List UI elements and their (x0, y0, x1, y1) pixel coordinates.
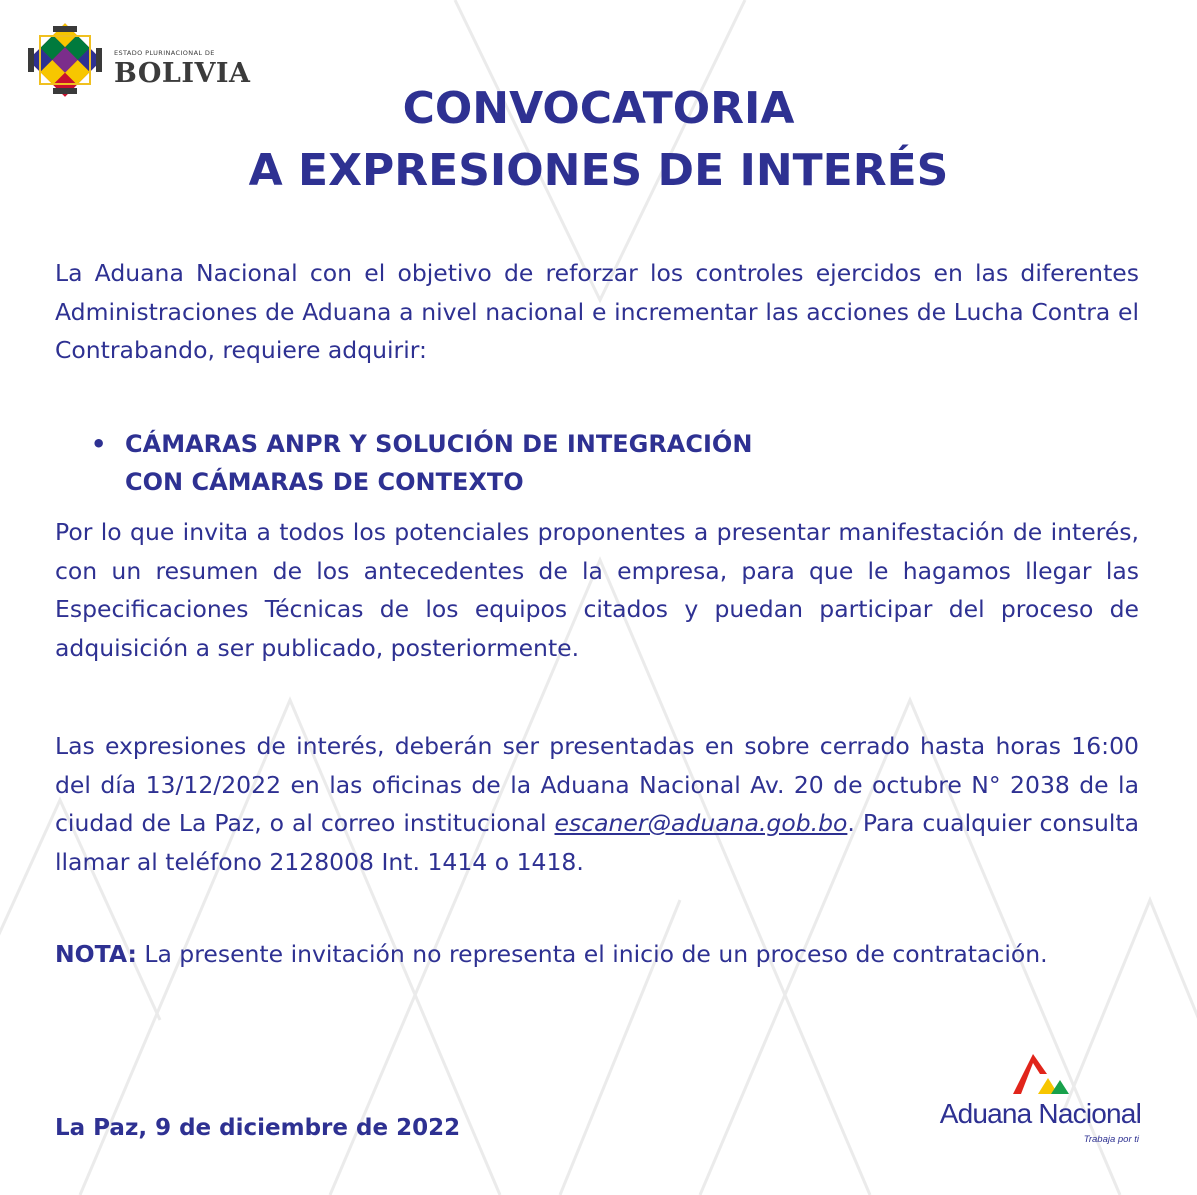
nota-paragraph (55, 935, 1139, 974)
invitation-paragraph: Por lo que invita a todos los potenciales proponentes a presentar manifestación de interés, con un resumen de los antecedentes de la empresa, para que le hagamos llegar las Especificaciones Técnicas de los equipos citados y puedan participar del proceso de adquisición a ser publicado, posteriormente. (55, 518, 1139, 662)
nota-label: NOTA: (55, 940, 137, 968)
aduana-logo-name: Aduana Nacional (939, 1098, 1141, 1129)
bolivia-logo-subtitle: ESTADO PLURINACIONAL DE (114, 49, 215, 57)
bolivia-logo-name: BOLIVIA (114, 58, 251, 89)
requirement-text (125, 425, 752, 501)
aduana-nacional-logo (925, 1050, 1145, 1160)
nota-text: La presente invitación no representa el inicio de un proceso de contratación. (136, 940, 1048, 968)
requirement-line-2: CON CÁMARAS DE CONTEXTO (125, 468, 524, 496)
footer-date: La Paz, 9 de diciembre de 2022 (55, 1115, 461, 1141)
requirement-line-1: CÁMARAS ANPR Y SOLUCIÓN DE INTEGRACIÓN (125, 430, 753, 458)
page-title (0, 78, 1197, 202)
title-line-1: CONVOCATORIA (402, 83, 795, 134)
title-line-2: A EXPRESIONES DE INTERÉS (248, 145, 949, 196)
submission-paragraph (55, 727, 1139, 881)
aduana-mountain-icon (1011, 1050, 1071, 1096)
aduana-logo-slogan: Trabaja por ti (1083, 1134, 1139, 1145)
bullet-icon: • (91, 430, 107, 458)
email-link[interactable]: escaner@aduana.gob.bo (554, 809, 848, 837)
submission-text-before: Las expresiones de interés, deberán ser presentadas en sobre cerrado hasta horas 16:00 del día 13/12/2022 en las oficinas de la Aduana Nacional Av. 20 de octubre N° 2038 de la ciudad de La Paz, o al correo institucional (55, 732, 1139, 837)
submission-text-after: . Para cualquier consulta llamar al teléfono 2128008 Int. 1414 o 1418. (55, 809, 1140, 876)
intro-paragraph: La Aduana Nacional con el objetivo de reforzar los controles ejercidos en las diferentes Administraciones de Aduana a nivel nacional e incrementar las acciones de Lucha Contra el Contrabando, requiere adquirir: (55, 259, 1139, 364)
